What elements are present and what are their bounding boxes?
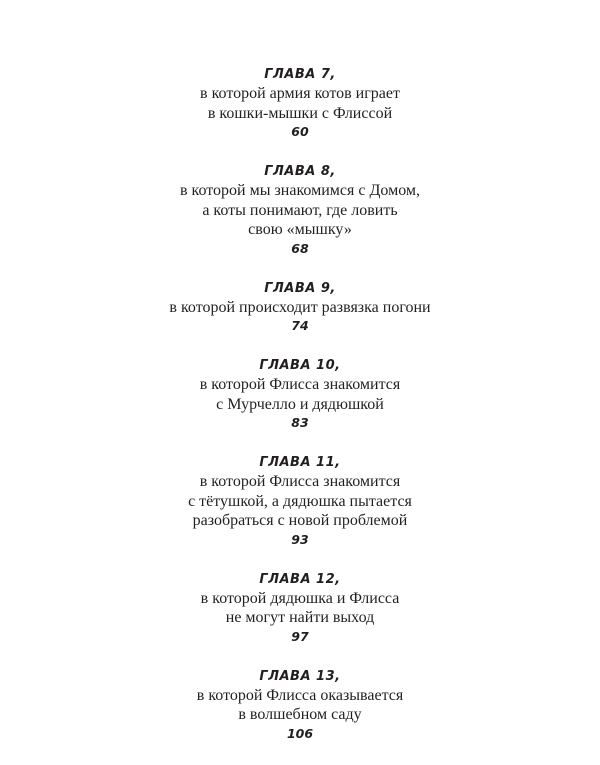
chapter-description-line: в которой армия котов играет [200,85,400,102]
chapter-description-line: в которой Флисса знакомится [199,473,401,490]
toc-entry-chapter-12 [0,571,600,646]
page-number: 97 [291,628,309,644]
chapter-description-line: с тётушкой, а дядюшка пытается [188,492,412,510]
chapter-title: ГЛАВА 10, [259,358,341,373]
page-number: 93 [291,531,309,547]
toc-entry-chapter-8 [0,163,600,258]
chapter-title: ГЛАВА 7, [264,67,336,82]
toc-entry-chapter-7 [0,66,600,141]
chapter-description-line: в которой мы знакомимся с Домом, [179,182,421,199]
chapter-title: ГЛАВА 13, [259,668,341,684]
chapter-title: ГЛАВА 8, [264,164,336,179]
chapter-description-line: в кошки-мышки с Флиссой [207,104,393,122]
chapter-description-line: в которой происходит развязка погони [169,298,431,316]
page-number: 68 [291,240,309,256]
toc-entry-chapter-13 [0,668,600,743]
chapter-description-line: в которой дядюшка и Флисса [200,589,400,607]
chapter-title: ГЛАВА 9, [264,280,336,296]
page-number: 74 [291,318,309,333]
chapter-description-line: в которой Флисса знакомится [199,376,401,393]
chapter-description-line: в которой Флисса оказывается [196,686,404,704]
chapter-description-line: в волшебном саду [238,706,362,723]
chapter-title: ГЛАВА 11, [259,455,341,470]
chapter-description-line: с Мурчелло и дядюшкой [216,395,384,413]
toc-entry-chapter-11 [0,454,600,549]
page-number: 83 [291,415,309,430]
page-number: 106 [286,725,314,741]
table-of-contents [0,66,600,765]
page-number: 60 [291,124,309,139]
chapter-title: ГЛАВА 12, [259,571,341,587]
toc-entry-chapter-9 [0,280,600,336]
chapter-description-line: а коты понимают, где ловить [202,201,398,219]
toc-entry-chapter-10 [0,357,600,432]
chapter-description-line: разобраться с новой проблемой [192,512,408,529]
chapter-description-line: свою «мышку» [248,221,352,238]
chapter-description-line: не могут найти выход [225,609,375,626]
